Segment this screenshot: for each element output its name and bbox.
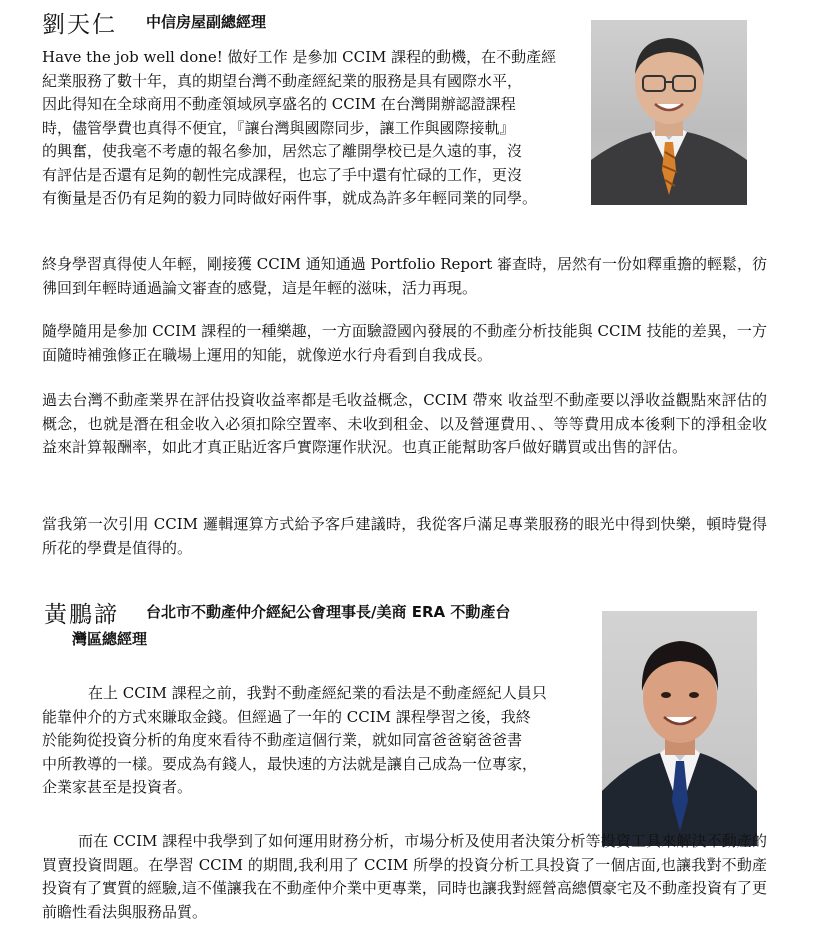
text-line: 因此得知在全球商用不動產領域夙享盛名的 CCIM 在台灣開辦認證課程 [42,95,516,113]
person-name-1: 劉天仁 [42,12,117,38]
intro-paragraph-2 [42,682,590,800]
portrait-photo-1 [591,20,747,205]
text-line: 企業家甚至是投資者。 [42,778,193,796]
text-line: 有衡量是否仍有足夠的毅力同時做好兩件事，就成為許多年輕同業的同學。 [42,189,538,207]
portrait-photo-2 [602,611,757,846]
paragraph-learn-and-apply: 隨學隨用是參加 CCIM 課程的一種樂趣，一方面驗證國內發展的不動產分析技能與 CCIM 技能的差異，一方面隨時補強修正在職場上運用的知能，就像逆水行舟看到自我成長。 [42,322,767,364]
person-name-2: 黃鵬諦 [44,602,119,628]
text-line: Have the job well done! 做好工作 是參加 CCIM 課程的動機，在不動產經 [42,48,557,66]
intro-paragraph-1 [42,46,587,211]
person-role-2-cont: 灣區總經理 [72,630,148,648]
person-role-1: 中信房屋副總經理 [146,13,267,31]
person-role-2: 台北市不動產仲介經紀公會理事長/美商 ERA 不動產台 [146,603,511,621]
portrait-2-illustration [602,611,757,846]
text-line: 的興奮，使我毫不考慮的報名參加，居然忘了離開學校已是久遠的事，沒 [42,142,523,160]
paragraph-financial-analysis: 而在 CCIM 課程中我學到了如何運用財務分析，市場分析及使用者決策分析等投資工具來解決不動產的買賣投資問題。在學習 CCIM 的期間,我利用了 CCIM 所學的投資分析工具投資了一個店面,也讓我對不動產投資有了實質的經驗,這不僅讓我在不動產仲介業中更專業，同時也讓我對經營高總價豪宅及不動產投資有了更前瞻性看法與服務品質。 [42,832,767,921]
text-line: 能靠仲介的方式來賺取金錢。但經過了一年的 CCIM 課程學習之後，我終 [42,707,531,726]
portrait-1-illustration [591,20,747,205]
paragraph-client-advice: 當我第一次引用 CCIM 邏輯運算方式給予客戶建議時，我從客戶滿足專業服務的眼光中得到快樂，頓時覺得所花的學費是值得的。 [42,515,767,557]
text-line: 於能夠從投資分析的角度來看待不動產這個行業，就如同富爸爸窮爸爸書 [42,731,523,749]
text-line: 中所教導的一樣。要成為有錢人，最快速的方法就是讓自己成為一位專家， [42,754,538,773]
paragraph-net-income-concept: 過去台灣不動產業界在評估投資收益率都是毛收益概念，CCIM 帶來 收益型不動產要以淨收益觀點來評估的概念，也就是潛在租金收入必須扣除空置率、未收到租金、以及營運費用、、等等費用成本後剩下的淨租金收益來計算報酬率，如此才真正貼近客戶實際運作狀況。也真正能幫助客戶做好購買或出售的評估。 [42,391,767,456]
text-line: 時，儘管學費也真得不便宜，『讓台灣與國際同步，讓工作與國際接軌』 [42,118,515,137]
text-line: 紀業服務了數十年，真的期望台灣不動產經紀業的服務是具有國際水平， [42,71,523,90]
text-line: 在上 CCIM 課程之前，我對不動產經紀業的看法是不動產經紀人員只 [88,684,547,702]
text-line: 有評估是否還有足夠的韌性完成課程，也忘了手中還有忙碌的工作，更沒 [42,165,523,184]
paragraph-lifelong-learning: 終身學習真得使人年輕，剛接獲 CCIM 通知通過 Portfolio Report 審查時，居然有一份如釋重擔的輕鬆，彷彿回到年輕時通過論文審查的感覺，這是年輕的滋味，活力再現。 [42,255,768,297]
